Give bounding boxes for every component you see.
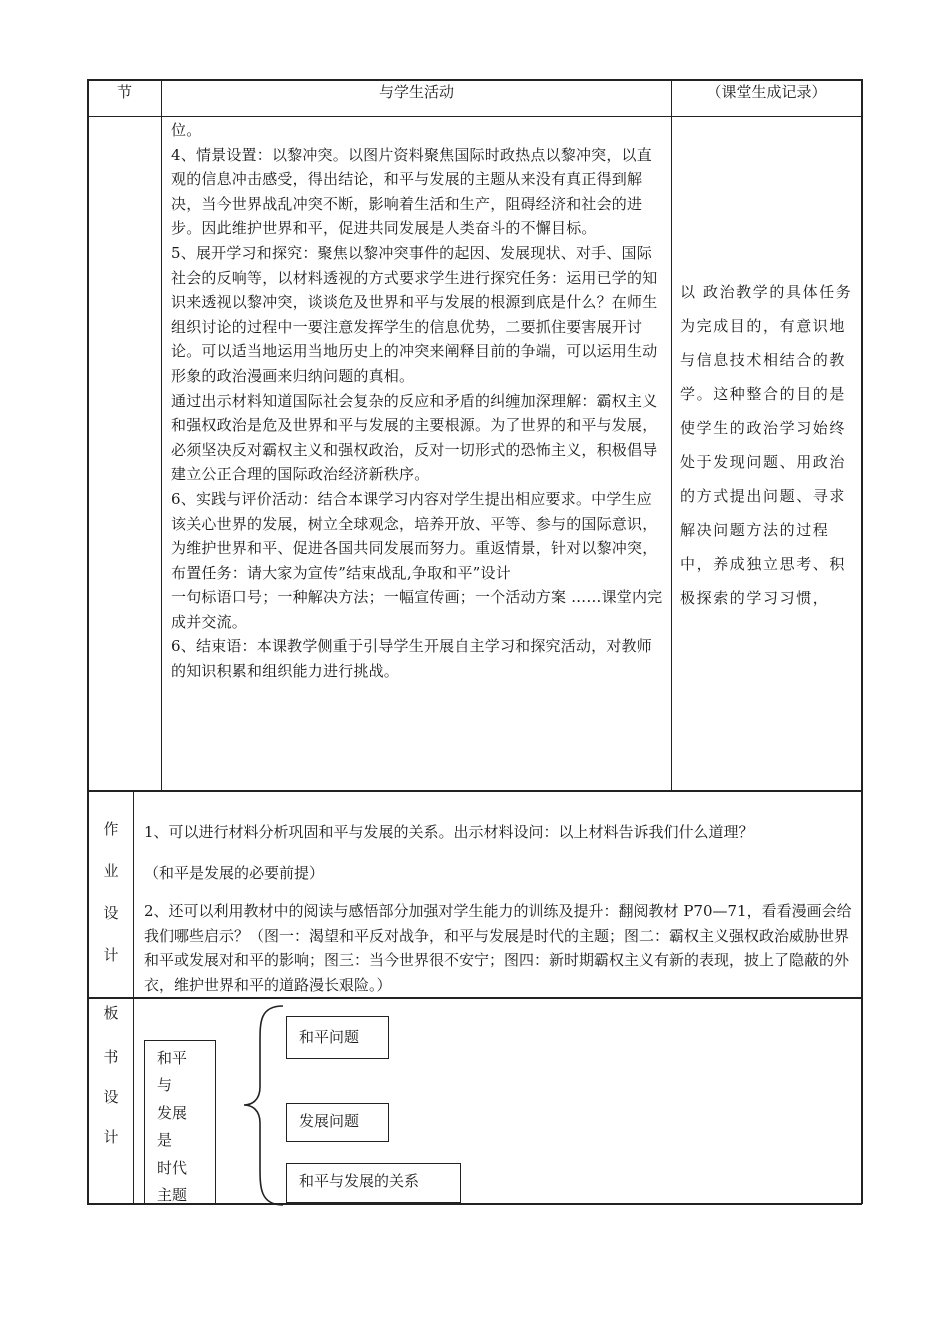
- board-main-line: 时代: [157, 1158, 188, 1177]
- board-main-line: 是: [157, 1131, 173, 1150]
- col-divider: [161, 79, 162, 791]
- header-section: 节: [116, 83, 132, 101]
- board-label-1: 板: [103, 1004, 119, 1022]
- board-label-4: 计: [103, 1128, 119, 1146]
- board-branch-label: 和平问题: [299, 1028, 360, 1046]
- board-main-line: 主题: [157, 1186, 188, 1204]
- homework-label-3: 设: [103, 904, 119, 922]
- board-main-line: 发展: [157, 1103, 188, 1122]
- record-text: 以 政治教学的具体任务为完成目的，有意识地与信息技术相结合的教学。这种整合的目的是使学生的政治学习始终处于发现问题、用政治的方式提出问题、寻求解决问题方法的过程中，养成独立思考、积极探索的学习习惯，: [680, 283, 853, 607]
- homework-answer: （和平是发展的必要前提）: [144, 864, 325, 882]
- row-divider: [87, 997, 862, 999]
- col-divider: [671, 79, 672, 791]
- header-activity: 与学生活动: [378, 83, 454, 101]
- board-branch-relationship: [286, 1163, 461, 1203]
- homework-content: [144, 822, 856, 997]
- homework-label-2: 业: [103, 862, 119, 880]
- activity-paragraph: 4、情景设置：以黎冲突。以图片资料聚焦国际时政热点以黎冲突，以直观的信息冲击感受，得出结论，和平与发展的主题从来没有真正得到解决，当今世界战乱冲突不断，影响着生活和生产，阻碍经济和社会的进步。因此维护世界和平，促进共同发展是人类奋斗的不懈目标。: [171, 145, 652, 238]
- table-border-top: [87, 79, 862, 81]
- activity-paragraph: 6、结束语：本课教学侧重于引导学生开展自主学习和探究活动，对教师的知识积累和组织能力进行挑战。: [171, 637, 652, 681]
- activity-paragraph: 6、实践与评价活动：结合本课学习内容对学生提出相应要求。中学生应该关心世界的发展，树立全球观念，培养开放、平等、参与的国际意识，为维护世界和平、促进各国共同发展而努力。重返情景，针对以黎冲突，布置任务：请大家为宣传”结束战乱,争取和平”设计: [171, 489, 658, 582]
- activity-paragraph: 通过出示材料知道国际社会复杂的反应和矛盾的纠缠加深理解：霸权主义和强权政治是危及世界和平与发展的主要根源。为了世界的和平与发展，必须坚决反对霸权主义和强权政治，反对一切形式的恐怖主义，积极倡导建立公正合理的国际政治经济新秩序。: [171, 391, 658, 484]
- header-record: （课堂生成记录）: [706, 83, 827, 101]
- row-divider: [87, 790, 862, 792]
- table-border-right: [861, 79, 863, 1204]
- homework-item-1: 1、可以进行材料分析巩固和平与发展的关系。出示材料设问：以上材料告诉我们什么道理？: [144, 823, 754, 841]
- board-main-line: 与: [157, 1076, 173, 1095]
- board-main-line: 和平: [157, 1049, 188, 1067]
- activity-paragraph: 位。: [171, 121, 202, 139]
- brace-icon: [238, 1002, 288, 1207]
- board-label-2: 书: [103, 1048, 119, 1066]
- board-branch-label: 和平与发展的关系: [299, 1172, 420, 1190]
- activity-paragraph: 5、展开学习和探究：聚焦以黎冲突事件的起因、发展现状、对手、国际社会的反响等，以材料透视的方式要求学生进行探究任务：运用已学的知识来透视以黎冲突，谈谈危及世界和平与发展的根源到底是什么？在师生组织讨论的过程中一要注意发挥学生的信息优势，二要抓住要害展开讨论。可以适当地运用当地历史上的冲突来阐释目前的争端，可以运用生动形象的政治漫画来归纳问题的真相。: [171, 243, 658, 385]
- board-main-box: [144, 1040, 216, 1204]
- activity-content: [171, 118, 665, 684]
- board-branch-label: 发展问题: [299, 1112, 360, 1130]
- board-branch-development: [286, 1103, 389, 1142]
- activity-paragraph: 一句标语口号；一种解决方法；一幅宣传画；一个活动方案 ……课堂内完成并交流。: [171, 588, 663, 631]
- homework-label-4: 计: [103, 946, 119, 964]
- homework-label-1: 作: [103, 820, 119, 838]
- board-label-3: 设: [103, 1088, 119, 1106]
- record-content: [680, 275, 856, 615]
- table-border-left: [87, 79, 89, 1204]
- row-divider: [87, 116, 862, 117]
- board-branch-peace: [286, 1016, 389, 1059]
- col-divider: [133, 791, 134, 1204]
- homework-item-2: 2、还可以利用教材中的阅读与感悟部分加强对学生能力的训练及提升：翻阅教材 P70—71，看看漫画会给我们哪些启示？（图一：渴望和平反对战争，和平与发展是时代的主题；图二：霸权主义强权政治威胁世界和平或发展对和平的影响；图三：当今世界很不安宁；图四：新时期霸权主义有新的表现，披上了隐蔽的外衣，维护世界和平的道路漫长艰险。）: [144, 902, 852, 994]
